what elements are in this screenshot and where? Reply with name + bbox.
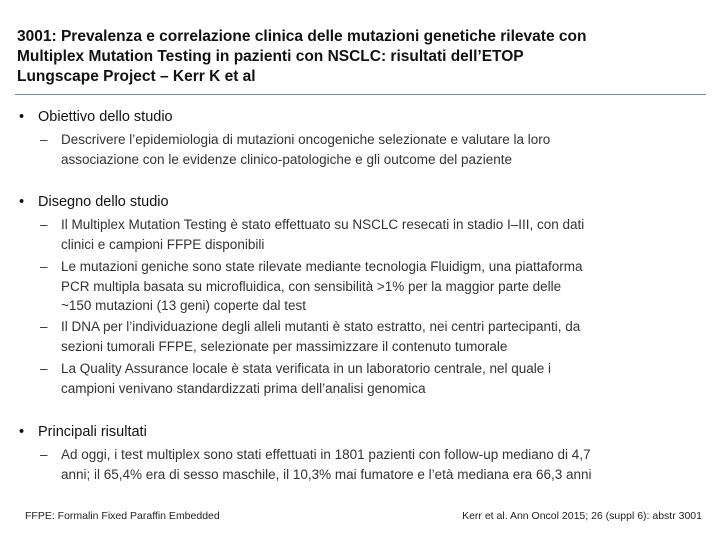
dash-icon: – (40, 259, 48, 274)
footnote-abbreviation: FFPE: Formalin Fixed Paraffin Embedded (25, 510, 220, 522)
dash-icon: – (40, 361, 48, 376)
sub-item-line: Il Multiplex Mutation Testing è stato effettuato su NSCLC resecati in stadio I–III, con dati (61, 217, 585, 232)
dash-icon: – (40, 217, 48, 232)
heading-label: Obiettivo dello studio (38, 109, 173, 125)
title-line: Lungscape Project – Kerr K et al (17, 68, 256, 85)
sub-item-line: campioni venivano standardizzati prima dell’analisi genomica (61, 380, 426, 396)
title-line: 3001: Prevalenza e correlazione clinica delle mutazioni genetiche rilevate con (17, 28, 587, 45)
title-line: Multiplex Mutation Testing in pazienti con NSCLC: risultati dell’ETOP (17, 48, 524, 65)
citation: Kerr et al. Ann Oncol 2015; 26 (suppl 6): abstr 3001 (462, 510, 702, 522)
title-divider (15, 94, 706, 95)
sub-item-line: associazione con le evidenze clinico-patologiche e gli outcome del paziente (61, 151, 513, 167)
sub-item-line: Descrivere l’epidemiologia di mutazioni oncogeniche selezionate e valutare la loro (61, 132, 551, 147)
sub-item-line: ~150 mutazioni (13 geni) coperte dal test (61, 298, 307, 313)
sub-item-line: clinici e campioni FFPE disponibili (61, 236, 265, 252)
sub-item-line: sezioni tumorali FFPE, selezionate per massimizzare il contenuto tumorale (61, 338, 508, 354)
heading-label: Disegno dello studio (38, 194, 169, 210)
bullet-icon: • (19, 194, 25, 210)
dash-icon: – (40, 132, 48, 147)
sub-item-line: Le mutazioni geniche sono state rilevate mediante tecnologia Fluidigm, una piattaforma (61, 259, 583, 274)
bullet-icon: • (19, 424, 25, 440)
heading-label: Principali risultati (38, 424, 147, 440)
dash-icon: – (40, 319, 48, 334)
dash-icon: – (40, 447, 48, 462)
sub-item-line: Ad oggi, i test multiplex sono stati effettuati in 1801 pazienti con follow-up mediano di 4,7 (61, 447, 591, 462)
sub-item-line: La Quality Assurance locale è stata verificata in un laboratorio centrale, nel quale i (61, 361, 552, 376)
sub-item-line: Il DNA per l’individuazione degli alleli mutanti è stato estratto, nei centri partecipanti, da (61, 319, 581, 334)
sub-item-line: anni; il 65,4% era di sesso maschile, il 10,3% mai fumatore e l’età mediana era 66,3 anni (61, 466, 592, 482)
slide-title (17, 27, 707, 87)
sub-item-line: PCR multipla basata su microfluidica, con sensibilità >1% per la maggior parte delle (61, 278, 562, 294)
bullet-icon: • (19, 109, 25, 125)
